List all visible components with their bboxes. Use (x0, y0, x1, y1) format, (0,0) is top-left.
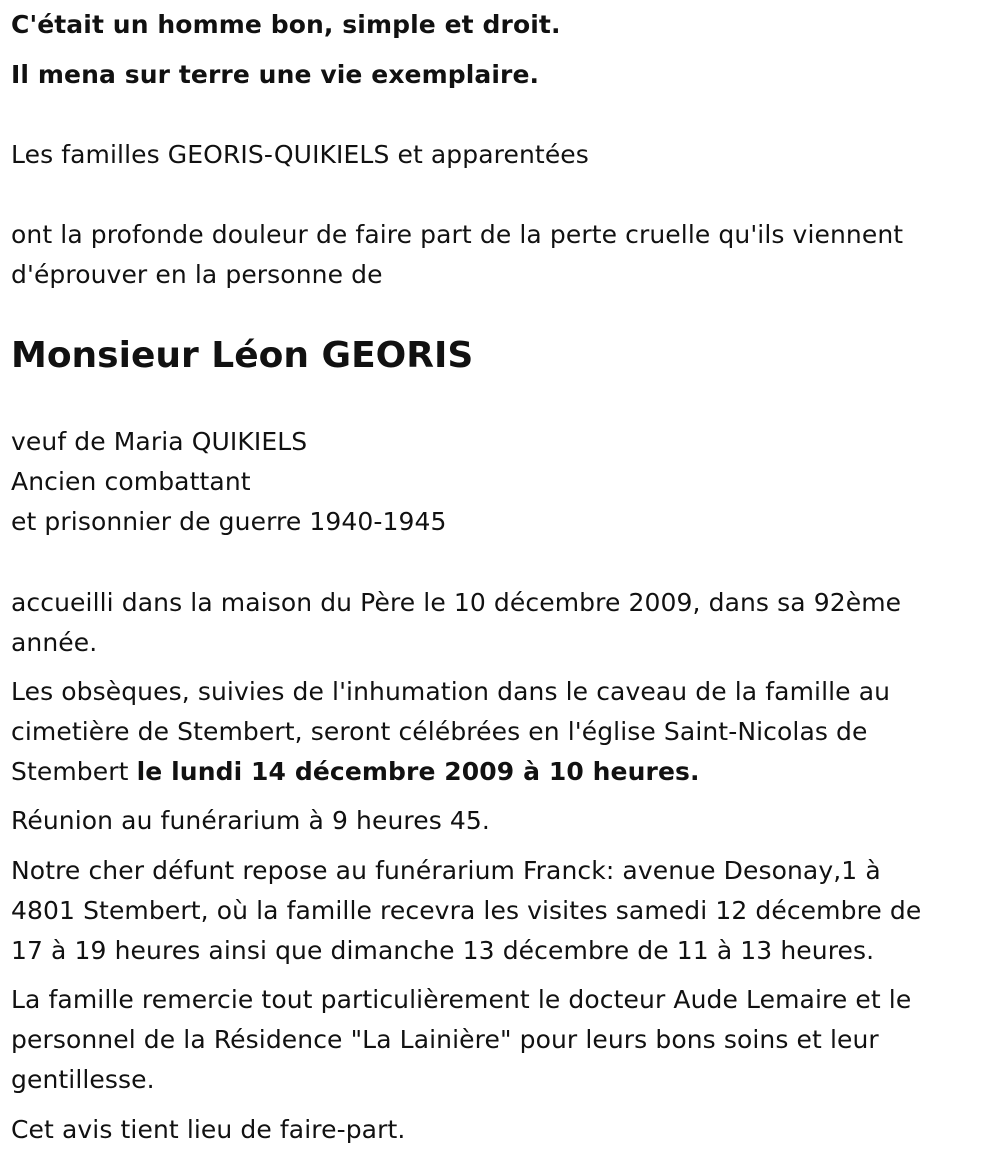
veteran-line: Ancien combattant (11, 467, 251, 496)
closing-line: Cet avis tient lieu de faire-part. (11, 1115, 406, 1144)
death-line-2: année. (11, 628, 98, 657)
deceased-name: Monsieur Léon GEORIS (11, 335, 474, 376)
funeral-line-3 (11, 752, 700, 792)
rest-line-1: Notre cher défunt repose au funérarium Franck: avenue Desonay,1 à (11, 856, 881, 885)
funeral-line-2: cimetière de Stembert, seront célébrées en l'église Saint-Nicolas de (11, 717, 868, 746)
announcement-line-2: d'éprouver en la personne de (11, 260, 383, 289)
meeting-line: Réunion au funérarium à 9 heures 45. (11, 806, 490, 835)
funeral-line-3-start: Stembert (11, 757, 137, 786)
funeral-line-1: Les obsèques, suivies de l'inhumation dans le caveau de la famille au (11, 677, 891, 706)
families-line: Les familles GEORIS-QUIKIELS et apparentées (11, 140, 589, 169)
thanks-line-2: personnel de la Résidence "La Lainière" pour leurs bons soins et leur (11, 1025, 879, 1054)
rest-line-3: 17 à 19 heures ainsi que dimanche 13 décembre de 11 à 13 heures. (11, 936, 875, 965)
prisoner-line: et prisonnier de guerre 1940-1945 (11, 507, 447, 536)
rest-line-2: 4801 Stembert, où la famille recevra les visites samedi 12 décembre de (11, 896, 922, 925)
death-line-1: accueilli dans la maison du Père le 10 décembre 2009, dans sa 92ème (11, 588, 902, 617)
thanks-line-3: gentillesse. (11, 1065, 155, 1094)
announcement-line-1: ont la profonde douleur de faire part de la perte cruelle qu'ils viennent (11, 220, 904, 249)
thanks-line-1: La famille remercie tout particulièrement le docteur Aude Lemaire et le (11, 985, 912, 1014)
quote-line-2: Il mena sur terre une vie exemplaire. (11, 60, 540, 89)
widower-line: veuf de Maria QUIKIELS (11, 427, 308, 456)
funeral-date-time: le lundi 14 décembre 2009 à 10 heures. (136, 757, 700, 786)
quote-line-1: C'était un homme bon, simple et droit. (11, 10, 561, 39)
